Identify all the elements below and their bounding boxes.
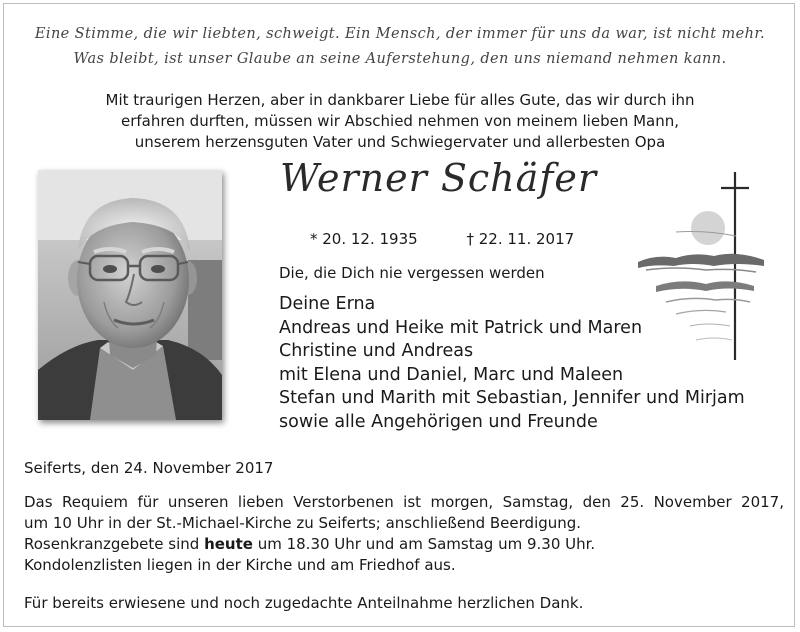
mourner-line: Andreas und Heike mit Patrick und Maren [279,317,643,338]
birth-date: * 20. 12. 1935 [310,230,418,248]
place-and-date: Seiferts, den 24. November 2017 [24,459,274,477]
mourners-lead: Die, die Dich nie vergessen werden [279,264,545,282]
mourner-line: sowie alle Angehörigen und Freunde [279,411,598,432]
mourner-line: Stefan und Marith mit Sebastian, Jennifer und Mirjam [279,388,745,409]
rosary-today: heute [204,535,253,553]
intro-line-2: erfahren durften, müssen wir Abschied nehmen von meinem lieben Mann, [120,112,680,130]
death-date: † 22. 11. 2017 [466,230,575,248]
rosary-text-start: Rosenkranzgebete sind [24,535,205,553]
mourner-line: Deine Erna [279,294,376,314]
condolence-line: Kondolenzlisten liegen in der Kirche und am Friedhof aus. [24,556,456,574]
mourner-line: mit Elena und Daniel, Marc und Maleen [279,364,624,385]
requiem-line-2: um 10 Uhr in der St.-Michael-Kirche zu Seiferts; anschließend Beerdigung. [24,514,582,532]
intro-line-3: unserem herzensguten Vater und Schwiegervater und allerbesten Opa [134,133,666,151]
mourner-line: Christine und Andreas [279,341,474,362]
verse-line-2: Was bleibt, ist unser Glaube an seine Auferstehung, den uns niemand nehmen kann. [73,51,727,67]
intro-text [20,90,780,153]
sun-landscape-drawing [636,170,786,370]
thanks-line: Für bereits erwiesene und noch zugedachte Anteilnahme herzlichen Dank. [24,594,584,612]
requiem-line-1: Das Requiem für unseren lieben Verstorbenen ist morgen, Samstag, den 25. November 2017, [24,493,784,511]
intro-line-1: Mit traurigen Herzen, aber in dankbarer Liebe für alles Gute, das wir durch ihn [105,91,695,109]
rosary-line [24,534,784,555]
service-info [24,492,784,576]
rosary-text-end: um 18.30 Uhr und am Samstag um 9.30 Uhr. [252,535,596,553]
cross-icon [721,172,749,360]
portrait-photo [38,170,222,420]
life-dates [310,230,574,248]
deceased-name: Werner Schäfer [280,156,597,200]
verse-line-1: Eine Stimme, die wir liebten, schweigt. Ein Mensch, der immer für uns da war, ist nicht mehr. [34,26,766,42]
